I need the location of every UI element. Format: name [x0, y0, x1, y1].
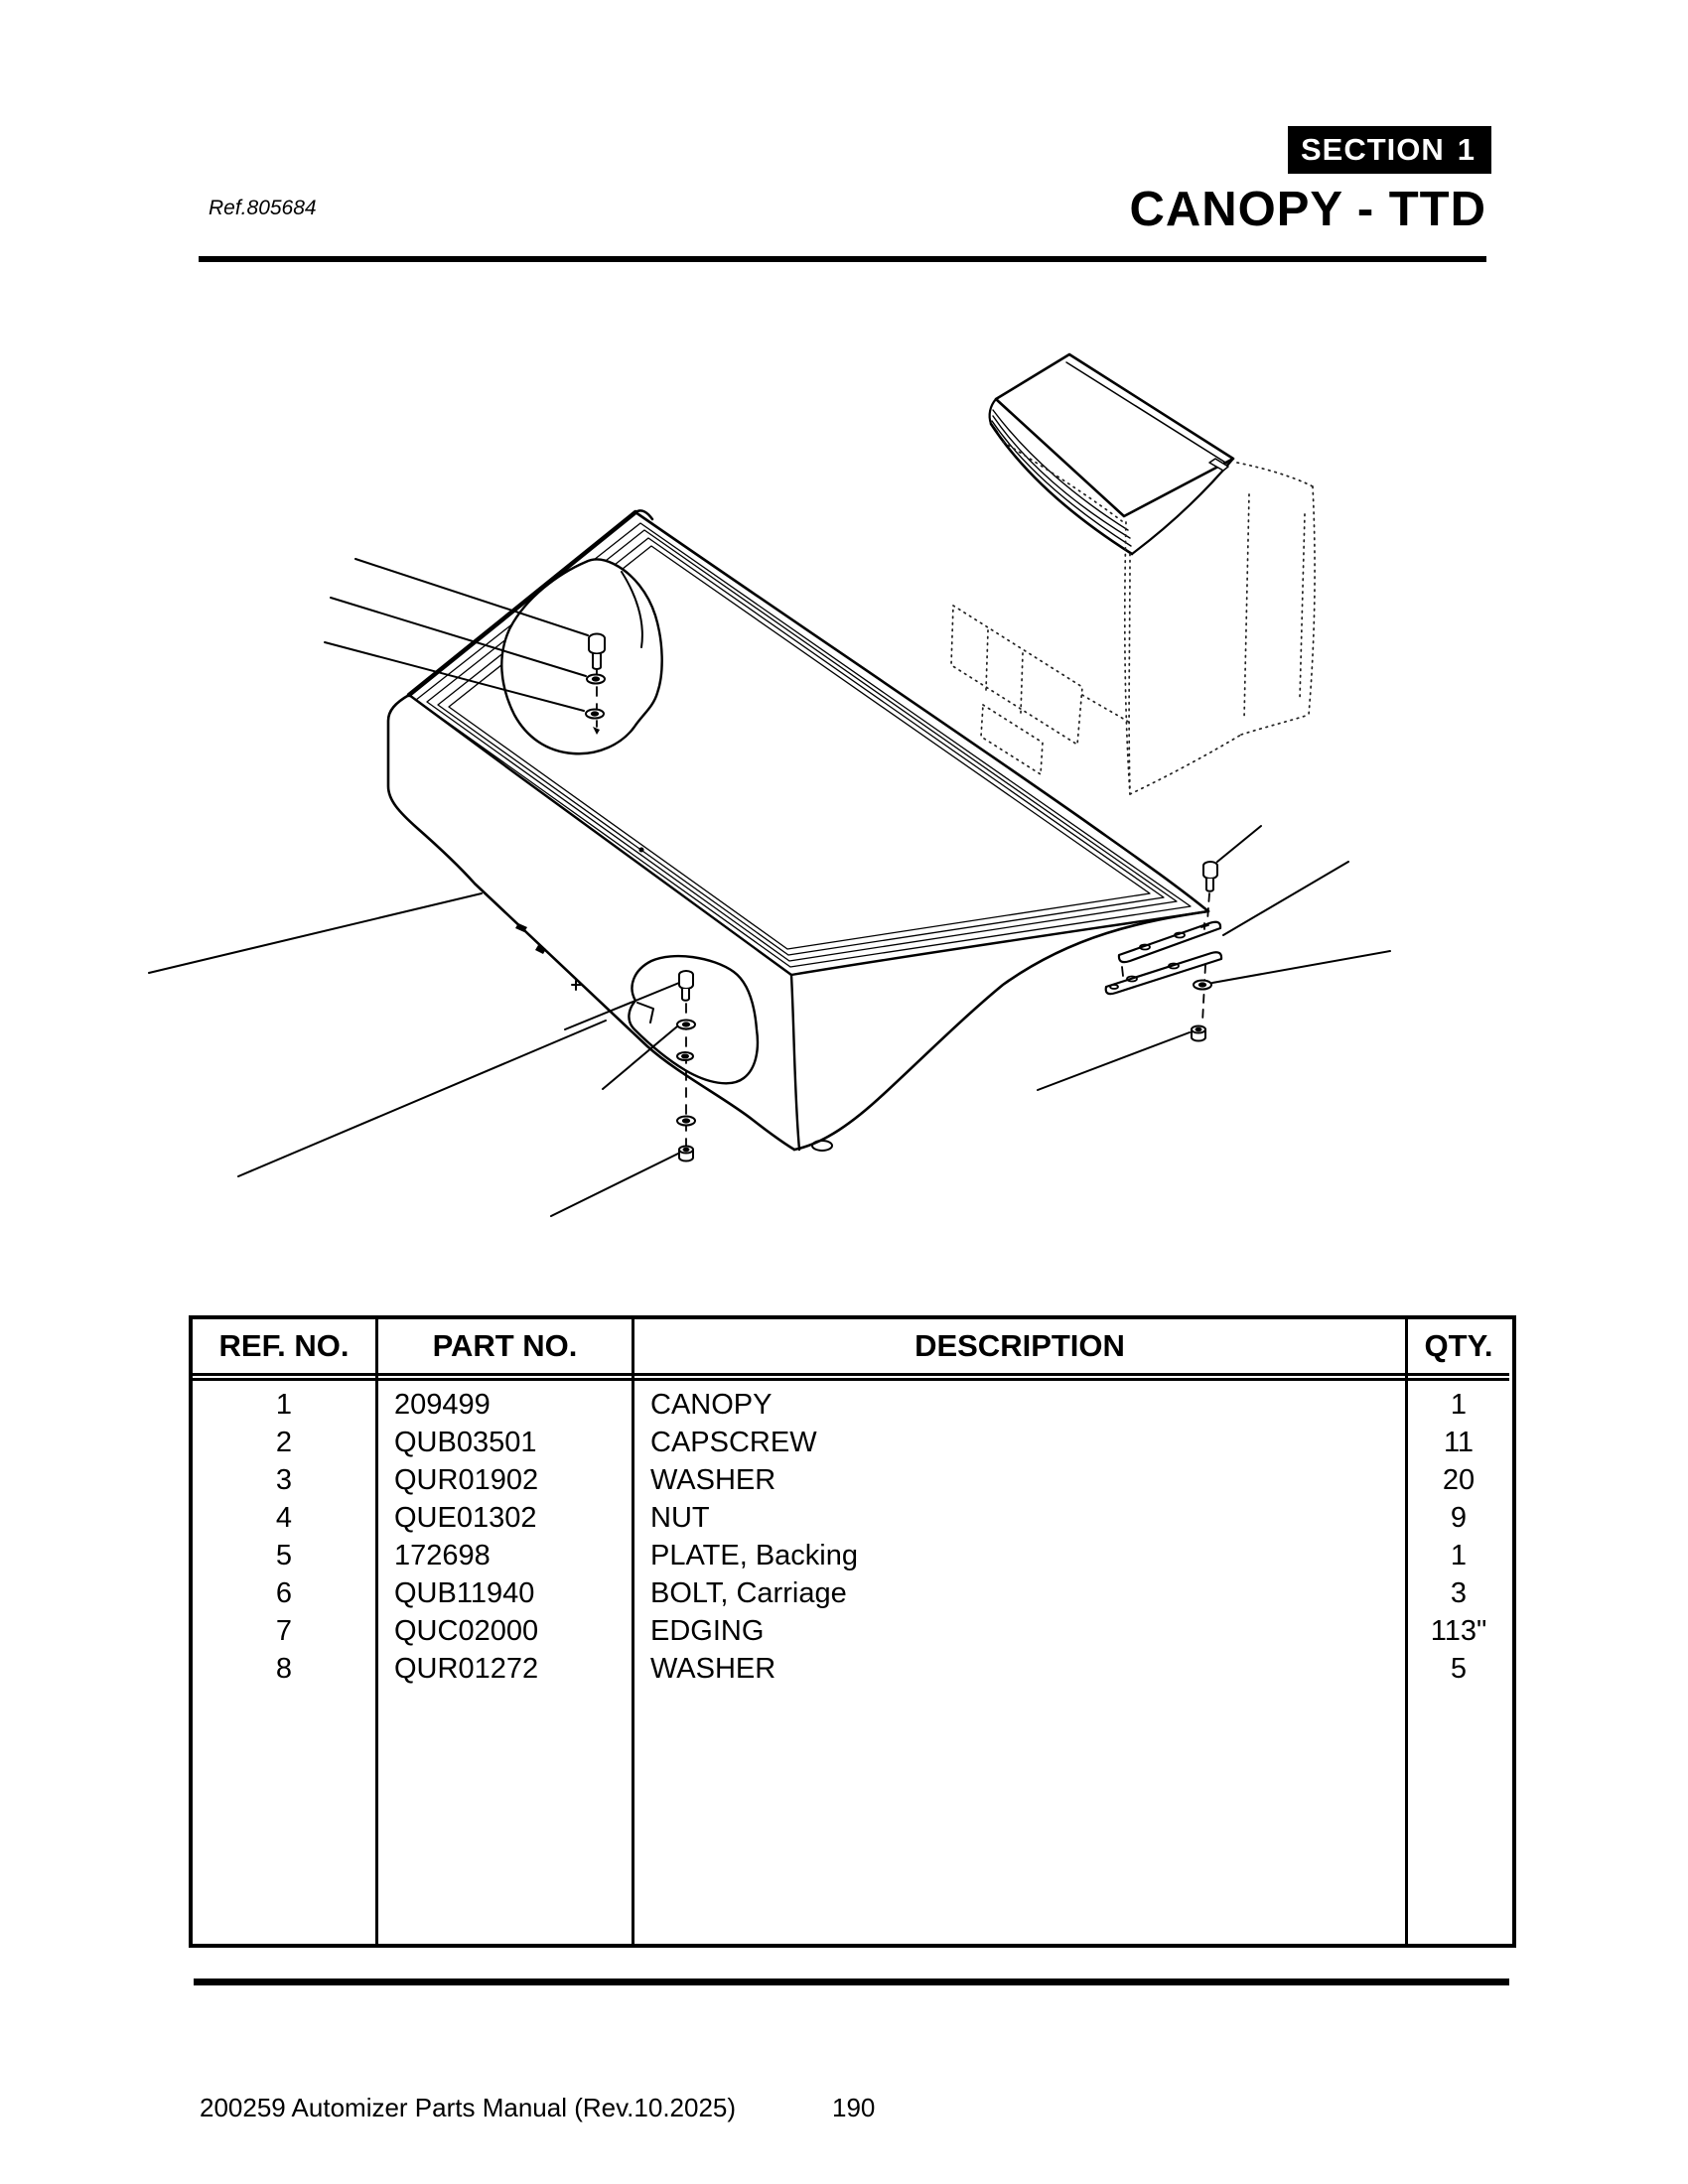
column-qty — [1408, 1319, 1509, 1944]
table-cell: 1 — [275, 1389, 293, 1421]
reference-canopy — [990, 354, 1233, 554]
table-cell: 9 — [1450, 1502, 1468, 1534]
table-cell: 172698 — [394, 1540, 491, 1571]
table-cell: 7 — [275, 1615, 293, 1647]
canopy-hole-specks — [515, 848, 644, 991]
canopy-trim-stripes — [416, 523, 1191, 967]
table-cell: 3 — [1450, 1577, 1468, 1609]
table-cell: BOLT, Carriage — [650, 1577, 847, 1609]
table-cell: 5 — [275, 1540, 293, 1571]
table-cell: 11 — [1443, 1427, 1475, 1458]
column-header: QTY. — [1408, 1319, 1509, 1381]
table-cell: QUE01302 — [394, 1502, 537, 1534]
table-cell: 5 — [1450, 1653, 1468, 1685]
table-cell: WASHER — [650, 1464, 776, 1496]
column-header: DESCRIPTION — [634, 1319, 1405, 1381]
section-number: 1 — [1457, 132, 1476, 167]
footer-manual-title: 200259 Automizer Parts Manual (Rev.10.2025) — [200, 2093, 737, 2122]
canopy-outline — [388, 510, 1208, 1151]
section-label: SECTION — [1301, 132, 1445, 167]
footer-page-number: 190 — [832, 2093, 876, 2122]
column-part-no — [378, 1319, 634, 1944]
table-cell: 209499 — [394, 1389, 491, 1421]
parts-table — [189, 1315, 1516, 1948]
nut-icon — [679, 1147, 693, 1161]
section-badge — [1288, 126, 1491, 174]
table-cell: 1 — [1450, 1389, 1468, 1421]
capscrew-icon — [1203, 862, 1217, 891]
column-header: PART NO. — [378, 1319, 632, 1381]
column-header: REF. NO. — [193, 1319, 375, 1381]
table-cell: QUR01902 — [394, 1464, 539, 1496]
table-cell: 6 — [275, 1577, 293, 1609]
canopy-leader-lines — [149, 893, 606, 1176]
reference-view — [951, 354, 1315, 794]
table-cell: QUR01272 — [394, 1653, 539, 1685]
table-cell: EDGING — [650, 1615, 765, 1647]
table-cell: QUB03501 — [394, 1427, 537, 1458]
table-cell: 8 — [275, 1653, 293, 1685]
table-cell: QUB11940 — [394, 1577, 535, 1609]
page-title: CANOPY - TTD — [1129, 183, 1486, 236]
bracket-assembly — [1038, 826, 1390, 1090]
table-cell: NUT — [650, 1502, 710, 1534]
table-cell: PLATE, Backing — [650, 1540, 859, 1571]
exploded-diagram — [89, 278, 1539, 1300]
table-cell: 20 — [1442, 1464, 1476, 1496]
column-ref-no — [193, 1319, 378, 1944]
table-cell: 4 — [275, 1502, 293, 1534]
column-description — [634, 1319, 1408, 1944]
column-cells — [634, 1381, 1405, 1688]
column-cells — [378, 1381, 632, 1688]
table-cell: 3 — [275, 1464, 293, 1496]
table-cell: WASHER — [650, 1653, 776, 1685]
table-cell: CANOPY — [650, 1389, 773, 1421]
table-cell: CAPSCREW — [650, 1427, 817, 1458]
column-cells — [1408, 1381, 1509, 1688]
column-cells — [193, 1381, 375, 1688]
table-cell: QUC02000 — [394, 1615, 539, 1647]
footer-rule — [194, 1979, 1509, 1985]
washer-icon — [1194, 981, 1211, 990]
table-cell: 2 — [275, 1427, 293, 1458]
header-rule — [199, 256, 1486, 262]
table-cell: 113" — [1430, 1615, 1487, 1647]
table-cell: 1 — [1450, 1540, 1468, 1571]
nut-icon — [1192, 1026, 1205, 1041]
reference-number: Ref.805684 — [209, 197, 317, 219]
